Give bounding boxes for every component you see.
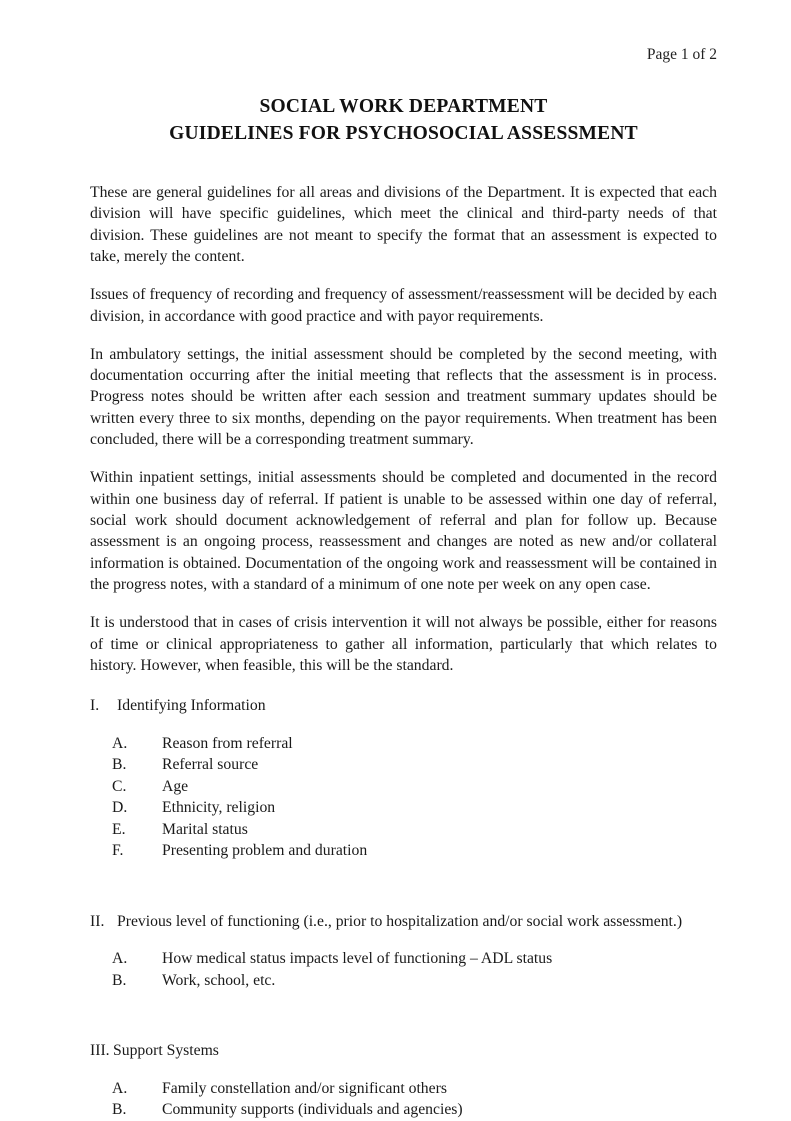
body-paragraph: In ambulatory settings, the initial assessment should be completed by the second meeting, with documentation occurring after the initial meeting that reflects that the assessment is in process. Progress notes should be written after each session and treatment summary updates should be written every three to six months, depending on the payor requirements. When treatment has been concluded, there will be a corresponding treatment summary. bbox=[90, 345, 717, 449]
list-item bbox=[112, 970, 717, 992]
body-paragraph: Within inpatient settings, initial assessments should be completed and documented in the record within one business day of referral. If patient is unable to be assessed within one day of referral, social work should document acknowledgement of referral and plan for follow up. Because assessment is an ongoing process, reassessment and changes are noted as new and/or collateral information is obtained. Documentation of the ongoing work and reassessment will be contained in the progress notes, with a standard of a minimum of one note per week on any open case. bbox=[90, 469, 717, 594]
document-title-line-1: SOCIAL WORK DEPARTMENT bbox=[259, 96, 548, 117]
list-item-label: How medical status impacts level of functioning – ADL status bbox=[162, 950, 553, 968]
list-item-marker: A. bbox=[112, 734, 128, 752]
list-item-marker: D. bbox=[112, 799, 128, 817]
list-item-label: Presenting problem and duration bbox=[162, 842, 368, 860]
document-title bbox=[90, 94, 717, 148]
list-item bbox=[112, 948, 717, 970]
list-item-label: Marital status bbox=[162, 820, 248, 838]
outline-section-iii bbox=[90, 1040, 717, 1120]
body-paragraph: These are general guidelines for all areas and divisions of the Department. It is expected that each division will have specific guidelines, which meet the clinical and third-party needs of that division. These guidelines are not meant to specify the format that an assessment is expected to take, merely the content. bbox=[90, 184, 717, 266]
section-title: Support Systems bbox=[113, 1042, 219, 1060]
list-item-marker: C. bbox=[112, 777, 127, 795]
outline-section-i bbox=[90, 695, 717, 861]
section-spacer bbox=[90, 991, 717, 1021]
list-item-label: Work, school, etc. bbox=[162, 971, 276, 989]
page-number-header bbox=[90, 46, 717, 65]
section-marker: III. bbox=[90, 1042, 110, 1060]
body-paragraph: It is understood that in cases of crisis intervention it will not always be possible, either for reasons of time or clinical appropriateness to gather all information, particularly that which relates to history. However, when feasible, this will be the standard. bbox=[90, 614, 717, 675]
list-item-label: Age bbox=[162, 777, 189, 795]
list-item-label: Ethnicity, religion bbox=[162, 799, 276, 817]
document-title-line-2: GUIDELINES FOR PSYCHOSOCIAL ASSESSMENT bbox=[169, 122, 638, 144]
section-heading bbox=[90, 1040, 717, 1061]
list-item-marker: B. bbox=[112, 756, 127, 774]
list-item-marker: A. bbox=[112, 1079, 128, 1097]
list-item bbox=[112, 840, 717, 862]
list-item bbox=[112, 776, 717, 798]
section-title: Identifying Information bbox=[117, 697, 266, 715]
list-item-marker: B. bbox=[112, 1101, 127, 1119]
section-marker: II. bbox=[90, 912, 105, 930]
body-paragraph: Issues of frequency of recording and frequency of assessment/reassessment will be decided by each division, in accordance with good practice and with payor requirements. bbox=[90, 286, 717, 325]
list-item-label: Family constellation and/or significant others bbox=[162, 1079, 447, 1097]
list-item bbox=[112, 797, 717, 819]
list-item bbox=[112, 819, 717, 841]
section-title: Previous level of functioning (i.e., prior to hospitalization and/or social work assessment.) bbox=[117, 912, 683, 930]
list-item-label: Community supports (individuals and agencies) bbox=[162, 1101, 463, 1119]
outline-section-ii bbox=[90, 911, 717, 991]
list-item-marker: F. bbox=[112, 842, 124, 860]
section-subitem-list bbox=[112, 1078, 717, 1121]
document-body bbox=[90, 182, 717, 1121]
section-heading bbox=[90, 695, 717, 716]
list-item-label: Referral source bbox=[162, 756, 259, 774]
list-item-marker: B. bbox=[112, 971, 127, 989]
list-item-label: Reason from referral bbox=[162, 734, 293, 752]
list-item-marker: A. bbox=[112, 950, 128, 968]
section-subitem-list bbox=[112, 948, 717, 991]
page-indicator-text: Page 1 of 2 bbox=[646, 46, 717, 63]
section-subitem-list bbox=[112, 733, 717, 862]
list-item-marker: E. bbox=[112, 820, 126, 838]
list-item bbox=[112, 733, 717, 755]
list-item bbox=[112, 1078, 717, 1100]
section-spacer bbox=[90, 862, 717, 892]
list-item bbox=[112, 754, 717, 776]
section-heading bbox=[90, 911, 717, 932]
section-marker: I. bbox=[90, 697, 100, 715]
list-item bbox=[112, 1099, 717, 1121]
